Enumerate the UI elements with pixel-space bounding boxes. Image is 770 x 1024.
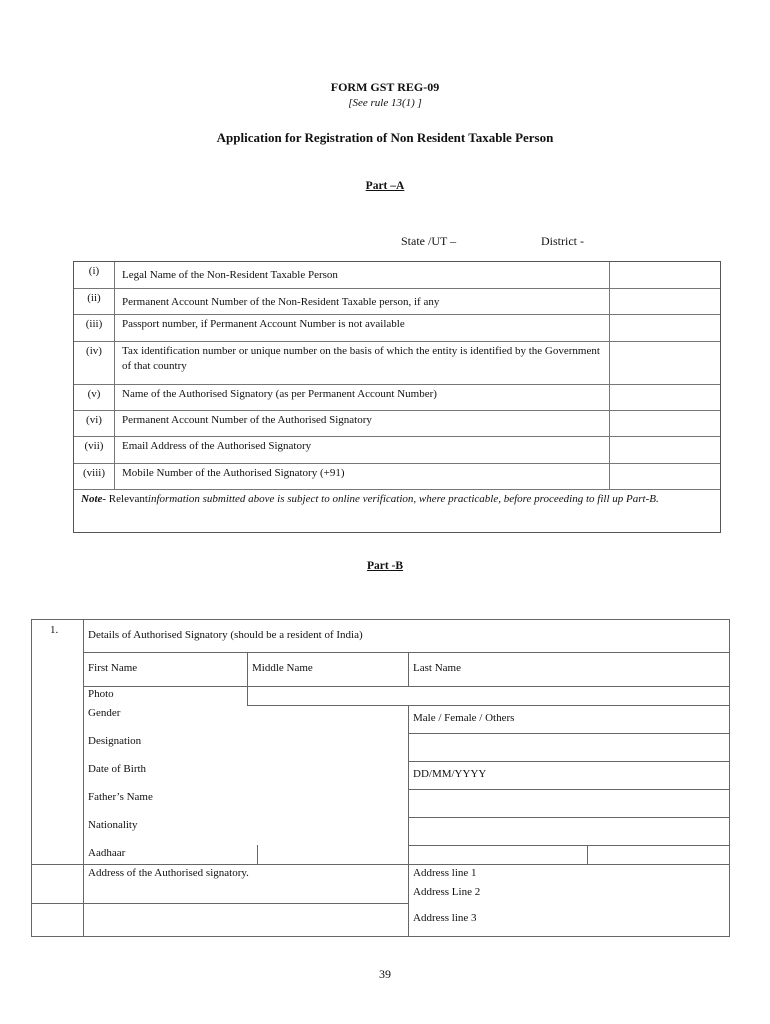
table-row (74, 262, 720, 289)
section-title: Details of Authorised Signatory (should be a resident of India) (88, 629, 363, 641)
application-title: Application for Registration of Non Resident Taxable Person (216, 130, 554, 145)
table-border (247, 652, 248, 706)
table-row (74, 411, 720, 437)
part-b-heading-text: Part -B (366, 560, 404, 572)
table-border (83, 652, 730, 653)
table-border (31, 936, 730, 937)
row-label: Mobile Number of the Authorised Signatory (+91) (122, 467, 345, 479)
value-cell[interactable] (609, 411, 720, 436)
page-number: 39 (379, 967, 391, 981)
gender-options: Male / Female / Others (413, 712, 515, 724)
row-label: Name of the Authorised Signatory (as per Permanent Account Number) (122, 388, 437, 400)
value-cell[interactable] (609, 464, 720, 489)
value-cell[interactable] (609, 289, 720, 314)
table-border (408, 652, 409, 687)
row-label: Permanent Account Number of the Authorised Signatory (122, 414, 372, 426)
part-b-heading (0, 560, 770, 572)
table-row (74, 437, 720, 464)
address-label: Address of the Authorised signatory. (88, 867, 249, 879)
value-cell[interactable] (609, 342, 720, 384)
row-number: (vii) (74, 437, 115, 463)
part-a-heading (0, 180, 770, 192)
table-row (74, 464, 720, 490)
row-label: Permanent Account Number of the Non-Resident Taxable person, if any (122, 296, 440, 308)
part-a-heading-text: Part –A (365, 180, 405, 192)
dob-label: Date of Birth (88, 763, 147, 775)
table-border (408, 733, 730, 734)
table-border (408, 789, 730, 790)
table-border (408, 705, 409, 937)
fathers-name-label: Father’s Name (88, 791, 153, 803)
table-border (408, 817, 730, 818)
table-border (729, 619, 730, 937)
row-label: Passport number, if Permanent Account Number is not available (122, 318, 405, 330)
row-label: Email Address of the Authorised Signatory (122, 440, 312, 452)
row-number: (ii) (74, 289, 115, 314)
table-border (31, 619, 32, 937)
row-number: (i) (74, 262, 115, 288)
table-row (74, 315, 720, 342)
part-a-table (73, 261, 721, 533)
table-border (31, 864, 730, 865)
last-name-label: Last Name (413, 662, 461, 674)
table-border (83, 686, 730, 687)
nationality-label: Nationality (88, 819, 138, 831)
value-cell[interactable] (609, 437, 720, 463)
table-border (257, 845, 258, 865)
first-name-label: First Name (88, 662, 138, 674)
note-text (81, 491, 711, 508)
section-number: 1. (50, 624, 59, 636)
note-relevant: Relevant (106, 493, 148, 505)
row-label: Tax identification number or unique number on the basis of which the entity is identified by the Government of that country (122, 345, 600, 372)
row-number: (v) (74, 385, 115, 410)
value-cell[interactable] (609, 262, 720, 288)
dob-format: DD/MM/YYYY (413, 768, 487, 780)
address-line-1: Address line 1 (413, 867, 477, 879)
table-row (74, 385, 720, 411)
table-border (31, 619, 730, 620)
rule-reference: [See rule 13(1) ] (348, 97, 422, 109)
table-border (83, 619, 84, 937)
address-line-2: Address Line 2 (413, 886, 481, 898)
note-body: information submitted above is subject to online verification, where practicable, before proceeding to fill up Part-B. (147, 493, 659, 505)
table-border (247, 705, 730, 706)
table-border (587, 845, 588, 865)
address-line-3: Address line 3 (413, 912, 477, 924)
row-number: (vi) (74, 411, 115, 436)
form-title: FORM GST REG-09 (330, 80, 440, 94)
row-number: (viii) (74, 464, 115, 489)
table-border (83, 903, 408, 904)
gender-label: Gender (88, 707, 121, 719)
state-ut-label: State /UT – (401, 234, 457, 248)
table-border (408, 761, 730, 762)
table-border (408, 845, 730, 846)
middle-name-label: Middle Name (252, 662, 313, 674)
value-cell[interactable] (609, 385, 720, 410)
note-lead: Note- (81, 493, 107, 505)
district-label: District - (541, 234, 584, 248)
table-row (74, 342, 720, 385)
table-row (74, 289, 720, 315)
designation-label: Designation (88, 735, 142, 747)
photo-label: Photo (88, 688, 114, 700)
row-label: Legal Name of the Non-Resident Taxable Person (122, 269, 338, 281)
row-number: (iii) (74, 315, 115, 341)
row-number: (iv) (74, 342, 115, 384)
table-border (31, 903, 83, 904)
value-cell[interactable] (609, 315, 720, 341)
aadhaar-label: Aadhaar (88, 847, 126, 859)
